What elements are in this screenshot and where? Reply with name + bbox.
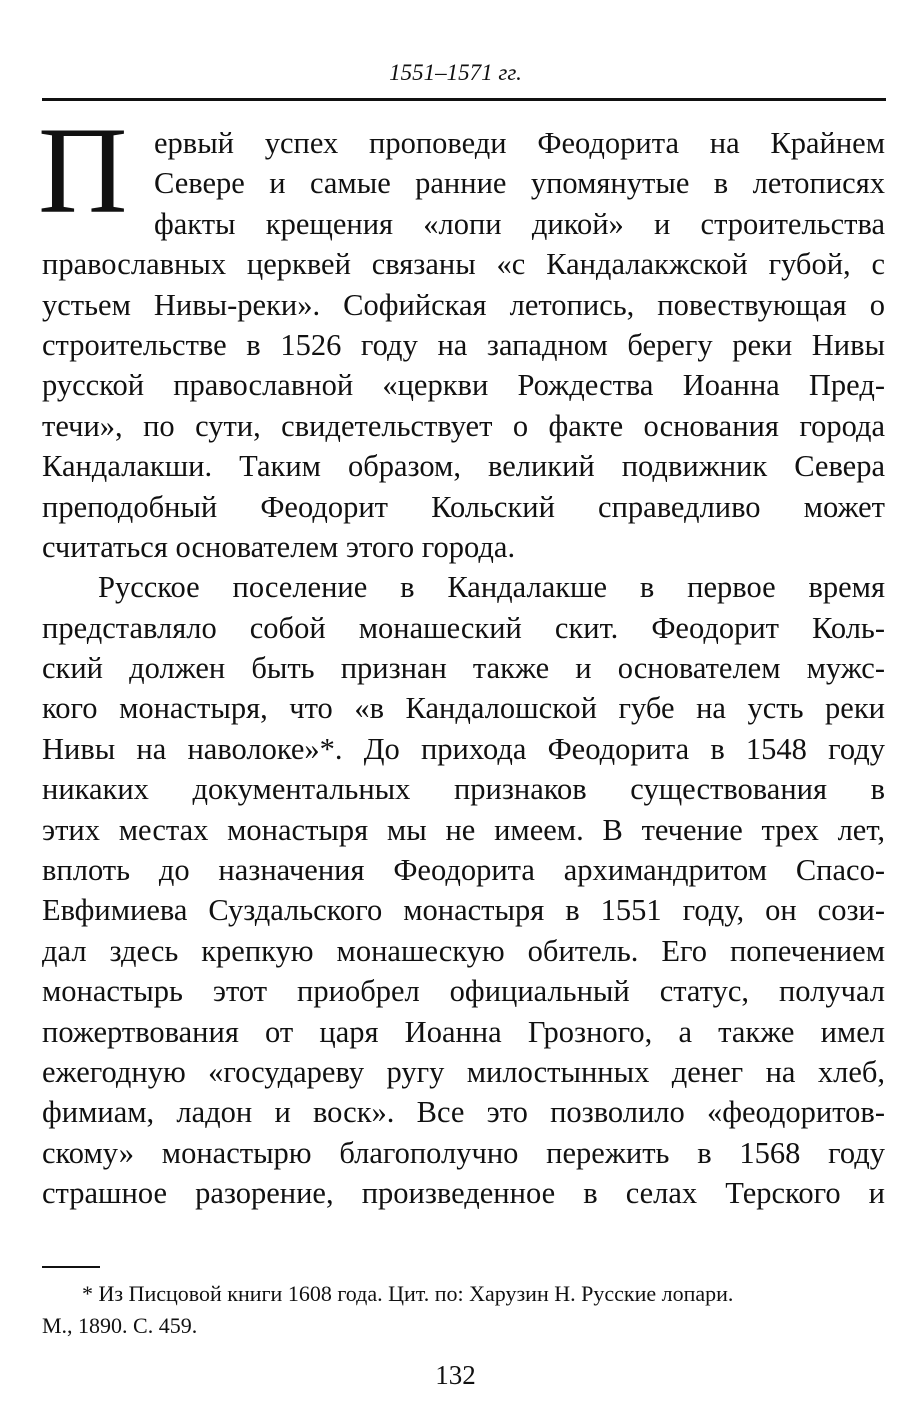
text-line: кого монастыря, что «в Кандалошской губе на усть реки — [42, 691, 885, 726]
text-line: никаких документальных признаков существования в — [42, 772, 885, 807]
text-line: ервый успех проповеди Феодорита на Крайнем — [154, 126, 885, 160]
footnote-rule — [42, 1266, 100, 1268]
text-line: православных церквей связаны «с Кандалакжской губой, с — [42, 247, 885, 282]
text-line: этих местах монастыря мы не имеем. В течение трех лет, — [42, 812, 885, 847]
text-line: преподобный Феодорит Кольский справедливо может — [42, 489, 885, 524]
footnote-line: * Из Писцовой книги 1608 года. Цит. по: Харузин Н. Русские лопари. — [82, 1281, 734, 1306]
text-line: представляло собой монашеский скит. Феодорит Коль- — [42, 610, 885, 645]
text-line: Севере и самые ранние упомянутые в летописях — [154, 166, 885, 201]
text-line: монастырь этот приобрел официальный статус, получал — [42, 974, 885, 1009]
main-text — [38, 102, 885, 1214]
header-rule — [42, 98, 886, 101]
footnote-line: М., 1890. С. 459. — [42, 1313, 198, 1338]
text-line: ский должен быть признан также и основателем мужс- — [42, 651, 885, 686]
paragraph-2 — [42, 567, 885, 1213]
text-line: Кандалакши. Таким образом, великий подвижник Севера — [42, 449, 885, 484]
text-line: страшное разорение, произведенное в селах Терского и — [42, 1176, 885, 1211]
text-line: Евфимиева Суздальского монастыря в 1551 году, он сози- — [42, 893, 885, 928]
text-line: ежегодную «государеву ругу милостынных денег на хлеб, — [42, 1054, 885, 1089]
text-line: вплоть до назначения Феодорита архимандритом Спасо- — [42, 853, 885, 888]
text-line: фимиам, ладон и воск». Все это позволило «феодоритов- — [42, 1095, 885, 1130]
text-line: считаться основателем этого города. — [42, 529, 516, 564]
text-line: Русское поселение в Кандалакше в первое время — [98, 570, 885, 605]
text-line: течи», по сути, свидетельствует о факте основания города — [42, 408, 885, 443]
running-header: 1551–1571 гг. — [389, 60, 522, 85]
page-number: 132 — [435, 1360, 476, 1390]
text-line: скому» монастырю благополучно пережить в 1568 году — [42, 1135, 885, 1170]
paragraph-1 — [38, 102, 885, 567]
drop-cap: П — [38, 102, 128, 239]
text-line: устьем Нивы-реки». Софийская летопись, повествующая о — [42, 287, 885, 322]
text-line: Нивы на наволоке»*. До прихода Феодорита в 1548 году — [42, 731, 885, 766]
text-line: дал здесь крепкую монашескую обитель. Его попечением — [42, 933, 885, 968]
text-line: строительстве в 1526 году на западном берегу реки Нивы — [42, 327, 885, 362]
text-line: русской православной «церкви Рождества Иоанна Пред- — [42, 368, 885, 403]
text-line: факты крещения «лопи дикой» и строительства — [154, 206, 885, 241]
text-line: пожертвования от царя Иоанна Грозного, а также имел — [42, 1014, 885, 1049]
footnote — [42, 1278, 885, 1342]
